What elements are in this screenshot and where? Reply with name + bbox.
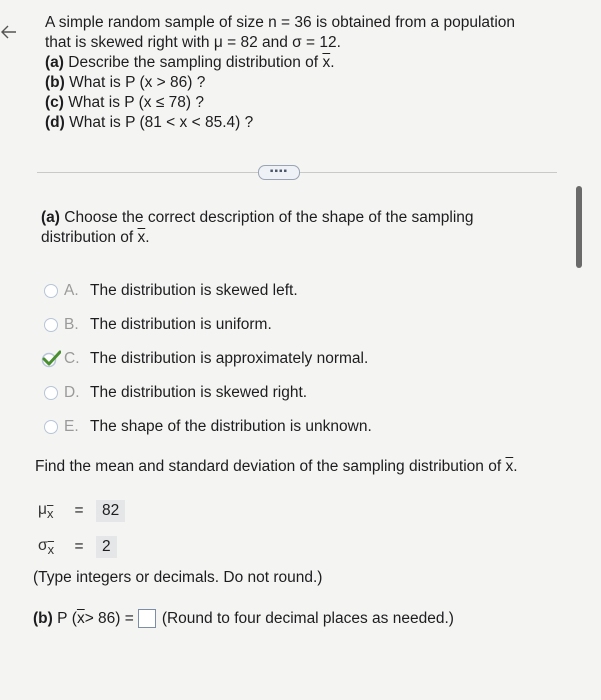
period: . (330, 54, 335, 71)
option-letter: B. (64, 316, 79, 333)
part-a-label: (a) (45, 54, 64, 71)
mean-value[interactable]: 82 (96, 500, 125, 522)
subscript-x-bar: x (47, 542, 55, 558)
part-b-expr: (x > 86) ? (139, 74, 206, 91)
part-a-text: Describe the sampling distribution of (68, 54, 319, 71)
part-b-answer (33, 609, 454, 628)
part-d-expr: (81 < x < 85.4) ? (139, 114, 254, 131)
part-b-label: (b) (33, 609, 53, 627)
subscript-x-bar: x (46, 506, 54, 522)
problem-part-c (45, 93, 565, 113)
part-b-label: (b) (45, 74, 65, 91)
option-text: The distribution is uniform. (90, 316, 272, 333)
x-bar: $\overline{x}$ (322, 54, 331, 71)
part-b-text: What is P (69, 74, 136, 91)
option-e[interactable] (38, 410, 538, 444)
equals-sign: = (124, 609, 134, 627)
problem-part-a (45, 53, 565, 73)
radio-button[interactable] (44, 420, 58, 434)
x-bar: $\overline{x}$ (76, 609, 85, 627)
sigma-symbol: σ (38, 536, 48, 554)
radio-button[interactable] (44, 318, 58, 332)
period: . (145, 229, 150, 246)
question-a-line-1 (41, 208, 541, 228)
back-arrow-icon[interactable] (0, 22, 18, 42)
sd-symbol (38, 537, 68, 557)
mu-symbol: μ (38, 500, 47, 518)
problem-part-d (45, 113, 565, 133)
question-a-text: Choose the correct description of the shape of the sampling (64, 209, 474, 226)
mean-row (38, 500, 125, 522)
question-a (41, 208, 541, 248)
checkmark-icon[interactable] (41, 350, 61, 368)
radio-button[interactable] (44, 284, 58, 298)
part-c-expr: (x ≤ 78) ? (138, 94, 204, 111)
answer-options (38, 274, 538, 444)
mean-symbol (38, 501, 68, 521)
part-d-text: What is P (69, 114, 136, 131)
sd-row (38, 536, 117, 558)
part-c-text: What is P (68, 94, 135, 111)
option-letter: C. (64, 350, 80, 367)
expand-more-button[interactable]: ▪▪▪▪ (258, 165, 300, 180)
option-text: The distribution is skewed right. (90, 384, 308, 401)
option-letter: D. (64, 384, 80, 401)
question-a-label: (a) (41, 209, 60, 226)
option-b[interactable] (38, 308, 538, 342)
part-d-label: (d) (45, 114, 65, 131)
round-hint: (Round to four decimal places as needed.) (161, 609, 454, 627)
sd-value[interactable]: 2 (96, 536, 117, 558)
problem-line-1: A simple random sample of size n = 36 is obtained from a population (45, 14, 516, 31)
find-mean-sd-prompt (35, 458, 575, 476)
option-letter: E. (64, 418, 79, 435)
problem-part-b (45, 73, 565, 93)
equals-sign: = (74, 502, 84, 519)
option-text: The distribution is approximately normal. (90, 350, 369, 367)
option-letter: A. (64, 282, 79, 299)
type-instruction: (Type integers or decimals. Do not round.) (33, 569, 323, 586)
problem-statement (45, 13, 565, 133)
x-bar: $\overline{x}$ (137, 229, 146, 246)
question-a-line-2 (41, 228, 541, 248)
expr-rest: > 86) (84, 609, 121, 627)
option-a[interactable] (38, 274, 538, 308)
radio-button[interactable] (44, 386, 58, 400)
option-c[interactable] (38, 342, 538, 376)
probability-p: P (57, 609, 68, 627)
scrollbar[interactable] (576, 186, 582, 268)
option-d[interactable] (38, 376, 538, 410)
option-text: The shape of the distribution is unknown. (90, 418, 372, 435)
period: . (513, 458, 518, 475)
answer-input[interactable] (138, 609, 156, 628)
x-bar: $\overline{x}$ (505, 458, 514, 475)
equals-sign: = (74, 538, 84, 555)
find-text: Find the mean and standard deviation of the sampling distribution of (35, 458, 502, 475)
question-a-text-2: distribution of (41, 229, 134, 246)
problem-line-2: that is skewed right with μ = 82 and σ = 12. (45, 34, 341, 51)
part-c-label: (c) (45, 94, 64, 111)
option-text: The distribution is skewed left. (90, 282, 298, 299)
expr-open-paren: ( (71, 609, 77, 627)
